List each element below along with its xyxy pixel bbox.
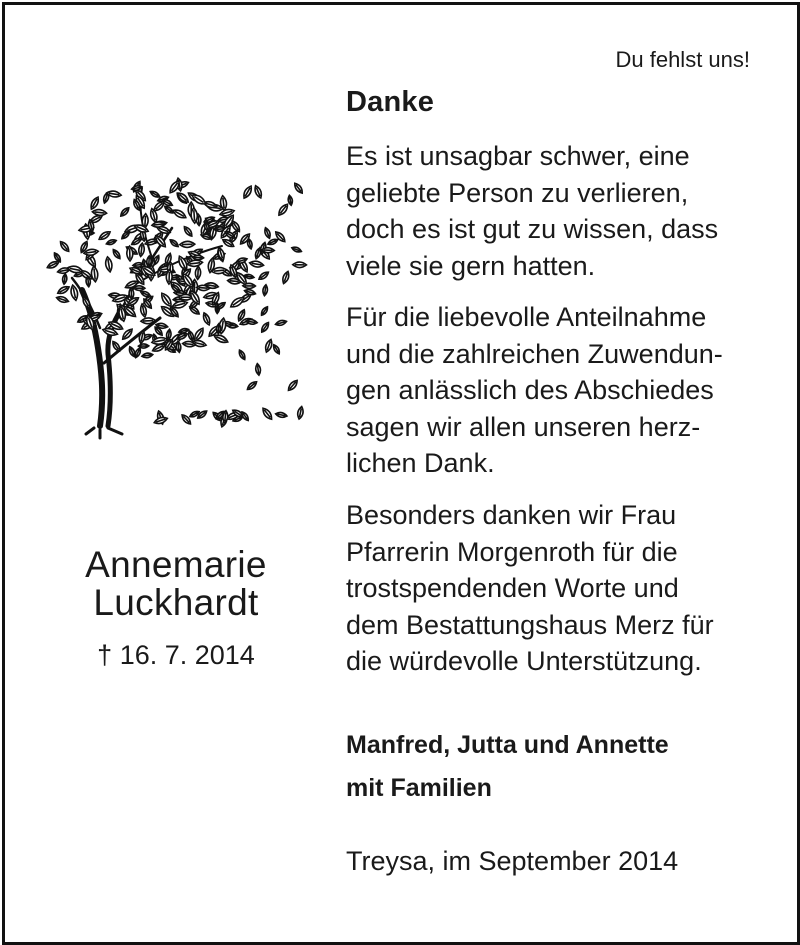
paragraph-line: und die zahlreichen Zuwendun- bbox=[346, 338, 723, 369]
paragraph-line: geliebte Person zu verlieren, bbox=[346, 177, 689, 208]
windblown-tree-icon bbox=[42, 158, 314, 440]
signature-line: mit Familien bbox=[346, 774, 492, 802]
paragraph-line: trostspendenden Worte und bbox=[346, 573, 679, 603]
paragraph-line: Besonders danken wir Frau bbox=[346, 500, 677, 530]
deceased-last-name: Luckhardt bbox=[93, 582, 259, 623]
paragraph-line: Es ist unsagbar schwer, eine bbox=[346, 141, 690, 171]
deceased-name bbox=[48, 546, 304, 622]
paragraph-line: die würdevolle Unterstützung. bbox=[346, 646, 702, 676]
paragraph-line: gen anlässlich des Abschiedes bbox=[346, 375, 714, 405]
paragraph-line: lichen Dank. bbox=[346, 448, 495, 478]
heading-danke: Danke bbox=[346, 86, 435, 118]
deceased-first-name: Annemarie bbox=[85, 544, 267, 585]
paragraph-special-thanks bbox=[346, 497, 766, 680]
paragraph-line: dem Bestattungshaus Merz für bbox=[346, 609, 714, 640]
paragraph-line: doch es ist gut zu wissen, dass bbox=[346, 214, 719, 244]
paragraph-line: Für die liebevolle Anteilnahme bbox=[346, 302, 707, 332]
place-date: Treysa, im September 2014 bbox=[346, 846, 679, 876]
paragraph-condolence bbox=[346, 138, 766, 284]
tagline: Du fehlst uns! bbox=[615, 47, 750, 72]
signature-line: Manfred, Jutta und Annette bbox=[346, 731, 669, 759]
family-signature bbox=[346, 724, 669, 810]
paragraph-line: Pfarrerin Morgenroth für die bbox=[346, 536, 678, 567]
paragraph-thanks bbox=[346, 299, 766, 482]
death-date: † 16. 7. 2014 bbox=[97, 640, 255, 670]
paragraph-line: sagen wir allen unseren herz- bbox=[346, 411, 701, 442]
paragraph-line: viele sie gern hatten. bbox=[346, 250, 596, 281]
